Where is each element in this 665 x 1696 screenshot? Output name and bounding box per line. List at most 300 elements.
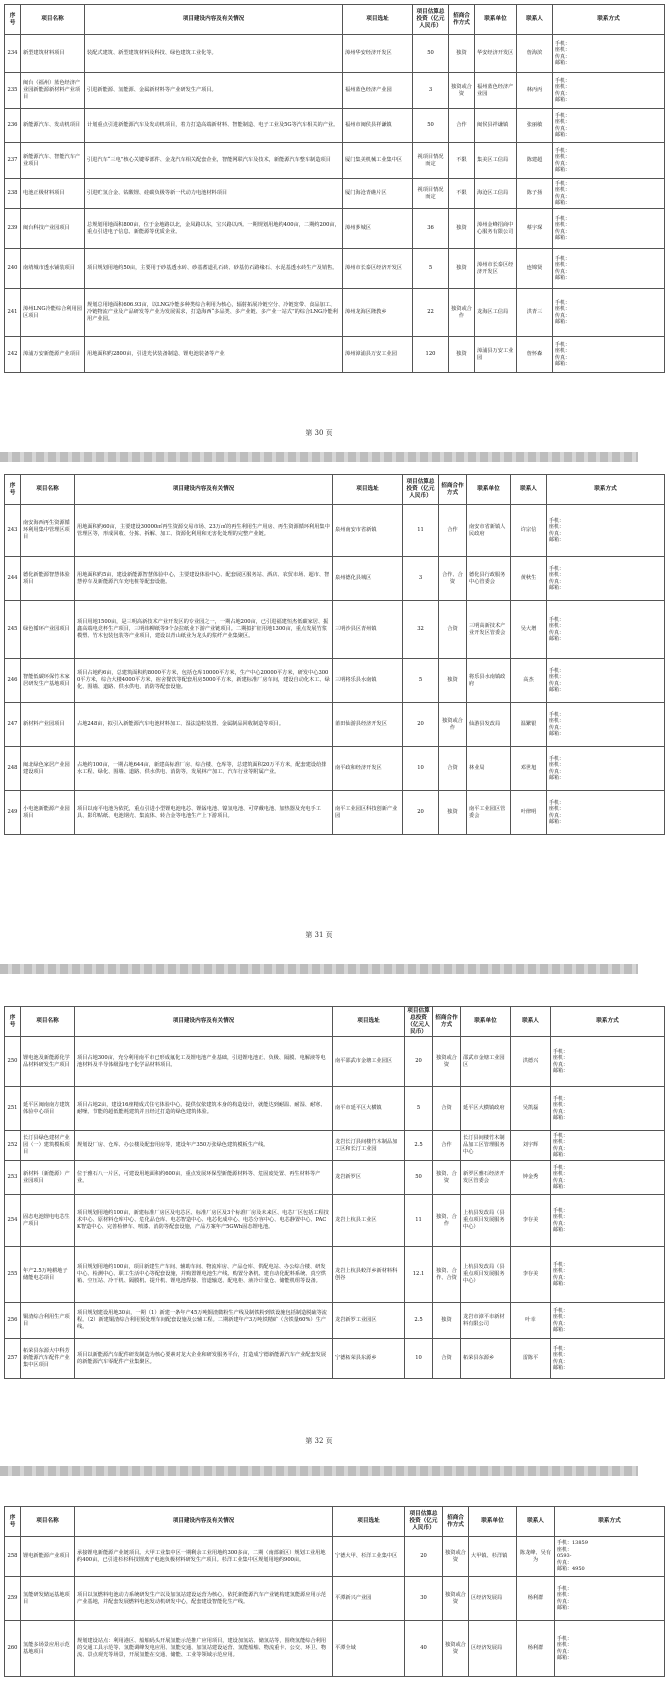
contact-line: 传真：	[555, 160, 571, 167]
table-row	[5, 1037, 665, 1087]
cell-site: 宁德大甲、杉洋工业集中区	[333, 1537, 405, 1577]
contact-line: 手机：	[555, 147, 571, 154]
contact-line: 传真：	[549, 629, 565, 636]
contact-line: 传真：	[557, 1559, 573, 1566]
cell-contact-unit: 长汀县间楼竹木制品加工区管理服务中心	[461, 1131, 511, 1161]
cell-contact-unit: 区经济发展局	[469, 1621, 517, 1677]
contact-line: 手机：	[555, 299, 571, 306]
cell-content: 项目以氢燃料电池动力系统研发生产以及加氢站建设运营为核心，依托新能源汽车产业链构建氢能源应用示范产业基地，并配套发展燃料电池发动机研发中心，配套建设智能化生产线。	[75, 1577, 333, 1621]
header-content: 项目建设内容及有关情况	[85, 5, 343, 35]
cell-mode: 独资	[449, 209, 475, 249]
contact-line: 邮箱：	[553, 1365, 569, 1371]
cell-site: 平潭新兴产业园	[333, 1577, 405, 1621]
cell-content: 占地248亩，拟引入新能源汽车电池材料加工、湿法造粒装置、金属制品回收制造等项目。	[75, 703, 333, 747]
cell-contact-unit: 福州蓝色经济产业园	[475, 73, 517, 109]
cell-site: 漳州华安经济开发区	[343, 35, 413, 73]
cell-mode: 合资	[433, 1087, 461, 1131]
contact-line: 座机：	[553, 1214, 569, 1220]
cell-investment: 22	[413, 289, 449, 337]
table-header-row	[5, 5, 665, 35]
contact-line: 邮箱：4950	[557, 1566, 585, 1573]
cell-mode: 独资或合资	[449, 73, 475, 109]
cell-site: 南平政和经济开发区	[333, 747, 403, 791]
cell-contact-info	[551, 1195, 665, 1247]
contact-line: 座机：	[555, 154, 571, 160]
cell-contact-info	[551, 1339, 665, 1379]
cell-investment: 视项目情况而定	[413, 143, 449, 179]
contact-line: 邮箱：	[549, 636, 565, 642]
header-unit: 联系单位	[475, 5, 517, 35]
cell-investment: 视项目情况而定	[413, 179, 449, 209]
cell-site: 漳州漳浦县万安工业园	[343, 337, 413, 373]
cell-no: 235	[5, 73, 21, 109]
cell-site: 漳州市长泰区经济开发区	[343, 249, 413, 289]
cell-mode: 不限	[449, 143, 475, 179]
cell-investment: 20	[403, 703, 439, 747]
cell-content: 项目占地2亩，建设16座精成式住宅体验中心，提供仅依建筑本身的构造设计，就能达到耐温、耐湿、耐寒、耐噪、节能的超低能耗建筑并且经过打造的绿色建筑体验。	[75, 1087, 333, 1131]
contact-line: 手机：	[549, 517, 565, 524]
table-header-row	[5, 475, 665, 505]
cell-contact-person: 杨利群	[517, 1577, 555, 1621]
cell-investment: 36	[413, 209, 449, 249]
cell-content: 项目规划建设用地30亩，一期（1）新建一条年产45万吨铜渣微粉生产线及制铁粉到铁设施包括制造脱硫等流程。（2）新建铜渣综合利用预处理车间配套设施及公辅工程。二期新建年产3万吨铁精矿（含铁量60%）生产线。	[75, 1303, 333, 1339]
header-invest: 项目估算总投资（亿元人民币）	[403, 475, 439, 505]
cell-mode: 独资	[449, 337, 475, 373]
cell-site: 漳州芗城区	[343, 209, 413, 249]
cell-contact-unit: 海沧区工信局	[475, 179, 517, 209]
cell-content: 项目规划用地约100亩，新建标准厂房区及电芯区、标准厂房区及3个标准厂房及未来区、电芯厂区包括工程技术中心、原材料仓库中心、危化品仓库、电芯智造中心、电芯化成中心、电芯分容中心、电芯静置中心、PACK智造中心、完善检修车、喷漆、消防等配套设施，产品方案年产5GWh固态锂电池。	[75, 1195, 333, 1247]
cell-investment: 40	[405, 1621, 443, 1677]
table-row	[5, 601, 665, 659]
cell-project-name: 长汀县绿色建材产业园（一）建筑模板项目	[21, 1131, 75, 1161]
table-row	[5, 1339, 665, 1379]
contact-line: 手机：	[555, 341, 571, 348]
cell-site: 龙岩上杭县蛟洋乡新材料科创谷	[333, 1247, 405, 1303]
contact-line: 邮箱：	[555, 97, 571, 103]
contact-line: 传真：	[549, 578, 565, 585]
table-page-31	[0, 474, 638, 825]
contact-line: 手机：	[553, 1307, 569, 1314]
cell-contact-person: 詹怀森	[517, 337, 553, 373]
contact-line: 邮箱：	[549, 775, 565, 781]
cell-investment: 11	[403, 505, 439, 557]
table-header-row	[5, 1507, 665, 1537]
header-name: 项目名称	[21, 1007, 75, 1037]
cell-no: 237	[5, 143, 21, 179]
contact-line: 手机：	[557, 1635, 573, 1642]
table-row	[5, 1621, 665, 1677]
contact-line: 手机：	[549, 799, 565, 806]
contact-line: 座机：	[553, 1268, 569, 1274]
header-content: 项目建设内容及有关情况	[75, 1007, 333, 1037]
cell-investment: 5	[405, 1087, 433, 1131]
cell-contact-unit: 德化县行政服务中心管委会	[467, 557, 511, 601]
cell-mode: 独资	[439, 791, 467, 835]
cell-contact-info	[547, 659, 665, 703]
cell-project-name: 新材料产业园项目	[21, 703, 75, 747]
cell-contact-person: 温繁银	[511, 703, 547, 747]
contact-line: 座机：	[555, 348, 571, 354]
cell-project-name: 漳浦万安新能源产业项目	[21, 337, 85, 373]
contact-line: 邮箱：	[555, 132, 571, 138]
contact-line: 手机：	[553, 1095, 569, 1102]
cell-contact-person: 林丙丙	[517, 73, 553, 109]
header-mode: 招商合作方式	[433, 1007, 461, 1037]
cell-contact-info	[547, 747, 665, 791]
contact-line: 传真：	[553, 1320, 569, 1327]
cell-contact-person: 叶幸	[511, 1303, 551, 1339]
cell-no: 248	[5, 747, 21, 791]
cell-investment: 20	[405, 1537, 443, 1577]
header-contact: 联系方式	[553, 5, 665, 35]
cell-no: 259	[5, 1577, 21, 1621]
cell-project-name: 锂电池及新能源化学品材料研发生产项目	[21, 1037, 75, 1087]
cell-contact-info	[551, 1087, 665, 1131]
cell-no: 239	[5, 209, 21, 249]
header-unit: 联系单位	[467, 475, 511, 505]
contact-line: 传真：	[555, 354, 571, 361]
cell-site: 宁德柘荣县东源乡	[333, 1339, 405, 1379]
cell-no: 250	[5, 1037, 21, 1087]
cell-contact-unit: 大甲镇、杉洋镇	[469, 1537, 517, 1577]
cell-no: 246	[5, 659, 21, 703]
contact-line: 座机：	[553, 1139, 569, 1145]
header-person: 联系人	[511, 1007, 551, 1037]
cell-no: 254	[5, 1195, 21, 1247]
cell-content: 规划建设站点：利用港区、船舶码头开展氢能示范推广应用项目，建设加氢站、储氢站等，围绕氢能综合利用的交通工具示范等、氢能调峰发电应用、氢能交通、加氢站建设运营、氢能船舶、物流重卡、公交、环卫、物流、景点观光等场景，开展氢能在交通、储能、工业等领域示范应用。	[75, 1621, 333, 1677]
cell-site: 福州市闽侯县祥谦镇	[343, 109, 413, 143]
cell-content: 项目以南平电池为依托，重点引进小型锂电池电芯、锂锰电池、镍氢电池、可穿戴电池、加热器及充电手工具、影印贴纸、电池钢壳、集流体、转合金等电池生产上下游项目。	[75, 791, 333, 835]
cell-investment: 30	[405, 1577, 443, 1621]
header-mode: 招商合作方式	[439, 475, 467, 505]
cell-project-name: 绿色循环产业园项目	[21, 601, 75, 659]
cell-project-name: 闽台（福州）蓝色经济产业园新能源新材料产业项目	[21, 73, 85, 109]
cell-mode: 不限	[449, 179, 475, 209]
contact-line: 座机：	[557, 1642, 573, 1648]
header-contact: 联系方式	[547, 475, 665, 505]
cell-content: 项目用地1500亩，是三明高新技术产业开发区的专业园之一，一期占地200亩，已引进福建恒杰低碳家居、振鑫高端电竞杯生产项目，三明纬柳纸等9个杂拉纸业下游产业链项目。二期拟扩征用地1300亩，重点发展竹浆模塑、竹木包装包装等产业项目，建设以青山纸业为龙头的浆纤产业集聚区。	[75, 601, 333, 659]
contact-line: 座机：	[555, 47, 571, 53]
cell-contact-person: 詹海滨	[517, 35, 553, 73]
table-row	[5, 179, 665, 209]
cell-mode: 独资	[439, 659, 467, 703]
cell-site: 泉州南安市省新镇	[333, 505, 403, 557]
cell-content: 项目规划用地约50亩，主要用于砂基透水砖、砂基蓄道孔石砖、砂基仿石路缘石、水泥基透水砖生产及销售。	[85, 249, 343, 289]
cell-project-name: 漳州LNG冷能综合利用园区项目	[21, 289, 85, 337]
table-row	[5, 747, 665, 791]
header-invest: 项目估算总投资（亿元人民币）	[405, 1507, 443, 1537]
contact-line: 传真：	[557, 1598, 573, 1605]
cell-content: 项目占地300亩，充分利用南平市已形成氟化工及锂电池产业基础，引进锂电池正、负极、隔膜、电解液等电池材料及半导体级湿电子化学品材料项目。	[75, 1037, 333, 1087]
table-row	[5, 1195, 665, 1247]
contact-line: 邮箱：	[555, 235, 571, 241]
contact-line: 传真：	[555, 193, 571, 200]
contact-line: 手机：	[555, 112, 571, 119]
cell-contact-unit: 漳州市长泰区经济开发区	[475, 249, 517, 289]
cell-content: 引进新能源、氢能源、金属新材料等产业研发生产项目。	[85, 73, 343, 109]
cell-content: 引进贮氢合金、钴酸锂、硅碳负极等新一代动力电池材料项目	[85, 179, 343, 209]
cell-contact-person: 许宗信	[511, 505, 547, 557]
page-separator	[0, 1466, 638, 1476]
cell-site: 龙岩上杭县工业区	[333, 1195, 405, 1247]
contact-line: 座机：	[549, 674, 565, 680]
contact-line: 座机：	[557, 1546, 573, 1553]
cell-project-name: 小电池新能源产业园项目	[21, 791, 75, 835]
cell-contact-unit: 龙岩市漳平市新材料有限公司	[461, 1303, 511, 1339]
cell-contact-info	[547, 557, 665, 601]
cell-contact-unit: 漳浦县万安工业园	[475, 337, 517, 373]
contact-line: 邮箱：	[553, 1184, 569, 1190]
cell-contact-info	[551, 1161, 665, 1195]
cell-no: 242	[5, 337, 21, 373]
cell-investment: 12.1	[405, 1247, 433, 1303]
cell-contact-info	[551, 1303, 665, 1339]
table-page-32	[0, 1006, 638, 1371]
contact-line: 手机：	[557, 1585, 573, 1592]
cell-contact-unit: 仙游县发改局	[467, 703, 511, 747]
cell-contact-info	[553, 209, 665, 249]
cell-mode: 独资	[433, 1303, 461, 1339]
contact-line: 邮箱：	[553, 1068, 569, 1074]
header-site: 项目选址	[333, 475, 403, 505]
cell-investment: 10	[403, 747, 439, 791]
cell-content: 用地面积约60亩，主要建设30000㎡再生资源交易市场、23万㎡的再生利用生产用房、再生资源循环利用集中管理区等，形成回收、分拣、拆解、加工、资源化利用和无害化处理的完整产业链。	[75, 505, 333, 557]
cell-no: 243	[5, 505, 21, 557]
contact-line: 座机：	[549, 762, 565, 768]
cell-site: 厦门海沧青礁片区	[343, 179, 413, 209]
cell-content: 规划设厂房、仓库、办公楼及配套用房等，建设年产350万张绿色建筑模板生产线。	[75, 1131, 333, 1161]
cell-mode: 独资或合作	[449, 289, 475, 337]
cell-content: 装配式建筑、新型建筑材料及科技、绿色建筑工业化等。	[85, 35, 343, 73]
cell-site: 三明沙县区青州镇	[333, 601, 403, 659]
header-content: 项目建设内容及有关情况	[75, 475, 333, 505]
header-person: 联系人	[517, 5, 553, 35]
cell-no: 251	[5, 1087, 21, 1131]
cell-project-name: 铜渣综合利用生产项目	[21, 1303, 75, 1339]
cell-content: 项目以新能源汽车配件研发制造为核心要素对龙大企业和研发服务平台，打造成宁德新能源汽车产业配套发展的新能源汽车零配件产业集聚区。	[75, 1339, 333, 1379]
cell-project-name: 锂电新能源产业项目	[21, 1537, 75, 1577]
cell-project-name: 新能源汽车、智能汽车产业项目	[21, 143, 85, 179]
cell-project-name: 闽北绿色家居产业园建设项目	[21, 747, 75, 791]
page-number: 第 32 页	[305, 1437, 333, 1445]
cell-investment: 20	[405, 1037, 433, 1087]
cell-site: 泉州德化县城区	[333, 557, 403, 601]
table-row	[5, 1131, 665, 1161]
contact-line: 手机：	[549, 711, 565, 718]
cell-contact-unit: 漳州金峰招商中心服务有限公司	[475, 209, 517, 249]
cell-no: 241	[5, 289, 21, 337]
cell-contact-info	[551, 1247, 665, 1303]
header-no: 序号	[5, 1007, 21, 1037]
cell-content: 项目占地约6亩，总建筑面积约8000平方米，包括仓库10000平方米，生产中心20000平方米，研发中心3000平方米，综合大楼4000平方米，宿舍餐饮等配套用房5000平方米，新建标准厂房车间，建设自动化木工、绿化、围墙、道路、供水供电、消防等配套设施。	[75, 659, 333, 703]
cell-contact-info	[553, 73, 665, 109]
cell-no: 234	[5, 35, 21, 73]
contact-line: 手机：	[553, 1261, 569, 1268]
cell-project-name: 电池正极材料项目	[21, 179, 85, 209]
table-row	[5, 143, 665, 179]
table-row	[5, 1577, 665, 1621]
cell-contact-person: 洪青三	[517, 289, 553, 337]
cell-mode: 独资、合资	[433, 1161, 461, 1195]
header-person: 联系人	[511, 475, 547, 505]
table-row	[5, 703, 665, 747]
table-page-33	[0, 1506, 638, 1696]
cell-contact-unit: 延平区大横镇政府	[461, 1087, 511, 1131]
cell-mode: 独资	[449, 35, 475, 73]
contact-line: 传真：	[555, 53, 571, 60]
cell-mode: 合作	[439, 505, 467, 557]
cell-mode: 合资	[439, 747, 467, 791]
header-no: 序号	[5, 475, 21, 505]
cell-contact-info	[547, 601, 665, 659]
cell-investment: 11	[405, 1195, 433, 1247]
header-contact: 联系方式	[555, 1507, 665, 1537]
table-row	[5, 1161, 665, 1195]
contact-line: 传真：	[549, 812, 565, 819]
cell-no: 255	[5, 1247, 21, 1303]
project-table	[4, 4, 665, 373]
cell-contact-unit: 龙海区工信局	[475, 289, 517, 337]
header-content: 项目建设内容及有关情况	[75, 1507, 333, 1537]
contact-line: 手机：	[549, 565, 565, 572]
cell-contact-unit: 华安经济开发区	[475, 35, 517, 73]
cell-project-name: 新型建筑材料项目	[21, 35, 85, 73]
cell-project-name: 闽台科技产业园项目	[21, 209, 85, 249]
cell-contact-unit: 闽侯县祥谦镇	[475, 109, 517, 143]
project-table	[4, 1506, 665, 1677]
contact-line: 座机：	[549, 806, 565, 812]
cell-project-name: 南安海西再生资源循环利用集中管理区项目	[21, 505, 75, 557]
contact-line: 传真：	[553, 1061, 569, 1068]
cell-contact-info	[553, 179, 665, 209]
cell-content: 计划重点引进新能源汽车及发动机项目，着力打造高端新材料、智能制造、电子工业及5G等汽车相关的产业。	[85, 109, 343, 143]
cell-site: 南平邵武市金塘工业园区	[333, 1037, 405, 1087]
cell-contact-info	[553, 249, 665, 289]
contact-line: 手机：13859	[557, 1540, 588, 1547]
table-row	[5, 1303, 665, 1339]
cell-contact-info	[555, 1621, 665, 1677]
cell-contact-person: 叶律明	[511, 791, 547, 835]
cell-site: 龙岩长汀县间楼竹木制品加工区和长汀工业园	[333, 1131, 405, 1161]
cell-contact-unit: 区经济发展局	[469, 1577, 517, 1621]
contact-line: 手机：	[555, 180, 571, 187]
cell-contact-person: 张丽敏	[517, 109, 553, 143]
contact-line: 座机：	[553, 1171, 569, 1177]
cell-no: 253	[5, 1161, 21, 1195]
contact-line: 邮箱：	[549, 585, 565, 591]
contact-line: 邮箱：	[549, 687, 565, 693]
cell-contact-info	[551, 1131, 665, 1161]
cell-investment: 50	[413, 35, 449, 73]
table-row	[5, 1537, 665, 1577]
cell-contact-info	[555, 1537, 665, 1577]
cell-no: 247	[5, 703, 21, 747]
header-site: 项目选址	[333, 1507, 405, 1537]
cell-contact-person: 陈建超	[517, 143, 553, 179]
cell-contact-person: 洪德兴	[511, 1037, 551, 1087]
contact-line: 座机：	[555, 306, 571, 312]
cell-contact-person: 吴大增	[511, 601, 547, 659]
contact-line: 0593-	[557, 1553, 572, 1560]
cell-mode: 独资或合资	[433, 1037, 461, 1087]
cell-mode: 合资	[439, 601, 467, 659]
cell-contact-unit: 柘荣县东源乡	[461, 1339, 511, 1379]
contact-line: 座机：	[553, 1352, 569, 1358]
contact-line: 邮箱：	[553, 1327, 569, 1333]
contact-line: 座机：	[555, 187, 571, 193]
cell-mode: 独资或合作	[439, 703, 467, 747]
cell-no: 257	[5, 1339, 21, 1379]
cell-project-name: 智能低碳环保竹木家居研发生产基地项目	[21, 659, 75, 703]
cell-content: 用地面积约5亩，建设新能源智慧体验中心，主要建设体验中心、配套展区服务站、酒店、农贸市场、超市、智慧停车及新能源汽车充电桩等配套设施。	[75, 557, 333, 601]
contact-line: 传真：	[553, 1358, 569, 1365]
header-site: 项目选址	[333, 1007, 405, 1037]
contact-line: 邮箱：	[549, 819, 565, 825]
cell-investment: 3	[413, 73, 449, 109]
cell-no: 244	[5, 557, 21, 601]
cell-no: 245	[5, 601, 21, 659]
cell-content: 规划总用地面积606.93亩，以LNG冷能多种类综合利用为核心，辐射拓展冷链空分、冷链宽带、食品加工、冷链物流产业及产品研发等产业为发展需求，打造海西“多品类、多产业链、多产业一站式”的综合LNG冷能利用产业园。	[85, 289, 343, 337]
header-person: 联系人	[517, 1507, 555, 1537]
cell-contact-info	[547, 505, 665, 557]
cell-contact-person: 钟金秀	[511, 1161, 551, 1195]
table-row	[5, 505, 665, 557]
cell-content: 引进汽车“三电”核心关键零部件、金龙汽车相关配套企业，智能网联汽车及技术，新能源汽车整车制造项目	[85, 143, 343, 179]
cell-site: 厦门集美机械工业集中区	[343, 143, 413, 179]
cell-contact-info	[553, 109, 665, 143]
contact-line: 传真：	[557, 1648, 573, 1655]
table-row	[5, 659, 665, 703]
cell-site: 漳州龙海区隆教乡	[343, 289, 413, 337]
cell-contact-person: 李存美	[511, 1195, 551, 1247]
contact-line: 手机：	[555, 77, 571, 84]
contact-line: 手机：	[553, 1345, 569, 1352]
table-row	[5, 1087, 665, 1131]
contact-line: 邮箱：	[555, 361, 571, 367]
contact-line: 邮箱：	[555, 167, 571, 173]
contact-line: 邮箱：	[553, 1281, 569, 1287]
cell-site: 南平市延平区大横镇	[333, 1087, 405, 1131]
contact-line: 邮箱：	[553, 1227, 569, 1233]
cell-contact-unit: 上杭县发改局（县重点项目发展服务中心）	[461, 1195, 511, 1247]
cell-content: 占地约100亩，一期占地644亩，新建高标准厂房、综合楼、仓库等，总建筑面积20万平方米，配套建设给排水工程、绿化、围墙、道路、供水供电、消防等，发展林产加工、汽车行业等附属产业。	[75, 747, 333, 791]
header-unit: 联系单位	[461, 1007, 511, 1037]
contact-line: 传真：	[553, 1220, 569, 1227]
contact-line: 手机：	[553, 1048, 569, 1055]
cell-site: 龙岩新罗工业园区	[333, 1303, 405, 1339]
cell-investment: 32	[403, 601, 439, 659]
contact-line: 手机：	[555, 215, 571, 222]
cell-project-name: 固态电池锂电电芯生产项目	[21, 1195, 75, 1247]
contact-line: 邮箱：	[555, 200, 571, 206]
cell-site: 福州蓝色经济产业园	[343, 73, 413, 109]
cell-investment: 5	[403, 659, 439, 703]
cell-contact-unit: 林业局	[467, 747, 511, 791]
cell-contact-info	[553, 337, 665, 373]
cell-site: 龙岩新罗区	[333, 1161, 405, 1195]
cell-investment: 10	[405, 1339, 433, 1379]
cell-contact-info	[553, 143, 665, 179]
cell-contact-info	[553, 35, 665, 73]
page-number: 第 30 页	[305, 429, 333, 437]
cell-contact-unit: 将乐县水南镇政府	[467, 659, 511, 703]
contact-line: 传真：	[555, 268, 571, 275]
cell-contact-unit: 邵武市金塘工业园区	[461, 1037, 511, 1087]
page-number: 第 31 页	[305, 931, 333, 939]
cell-contact-info	[553, 289, 665, 337]
contact-line: 座机：	[555, 262, 571, 268]
contact-line: 邮箱：	[555, 275, 571, 281]
